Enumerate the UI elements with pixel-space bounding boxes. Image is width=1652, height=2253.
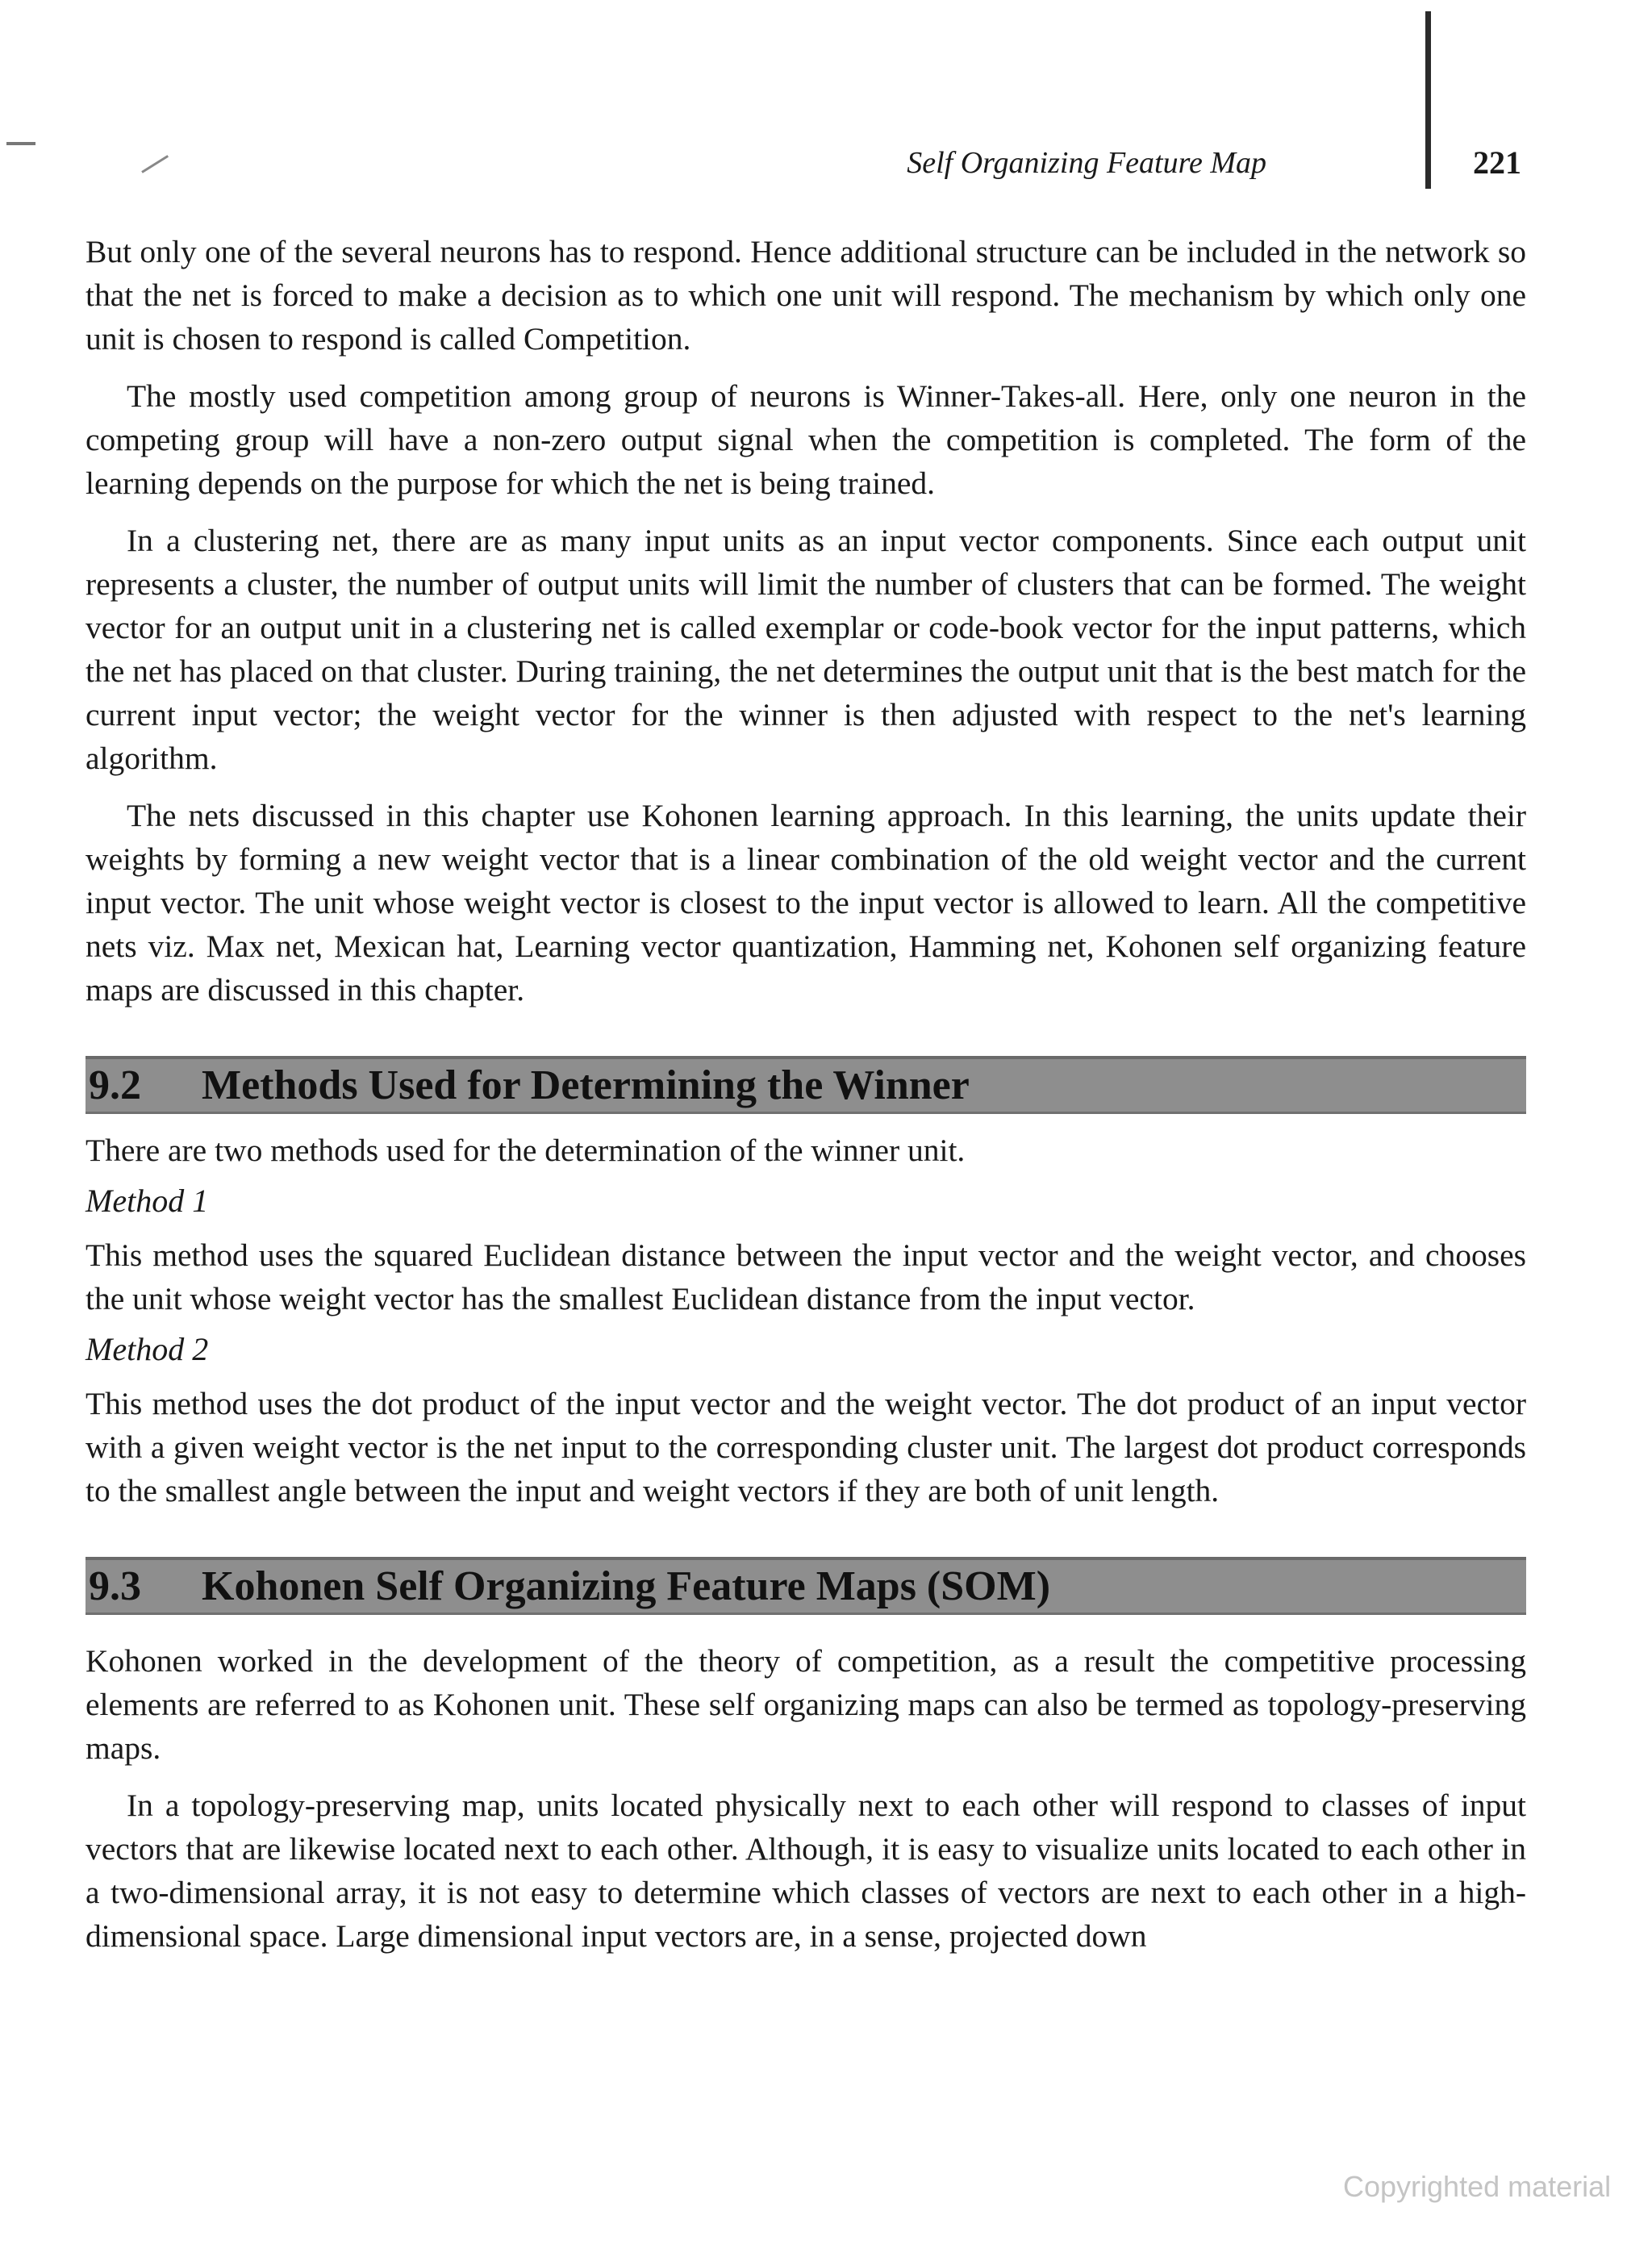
- paragraph: In a clustering net, there are as many input units as an input vector components. Since each output unit represents a cluster, the number of output units will limit the number of clusters that can be formed. The weight vector for an output unit in a clustering net is called exemplar or code-book vector for the input patterns, which the net has placed on that cluster. During training, the net determines the output unit that is the best match for the current input vector; the weight vector for the winner is then adjusted with respect to the net's learning algorithm.: [86, 523, 1526, 776]
- paragraph: There are two methods used for the determination of the winner unit.: [86, 1133, 966, 1168]
- copyright-watermark: Copyrighted material: [1343, 2170, 1612, 2203]
- section-number: 9.2: [89, 1062, 141, 1108]
- paragraph: This method uses the squared Euclidean distance between the input vector and the weight vector, and chooses the unit whose weight vector has the smallest Euclidean distance from the input vector.: [86, 1237, 1526, 1316]
- section-heading-9-3: [86, 1557, 1526, 1615]
- paragraph: The mostly used competition among group of neurons is Winner-Takes-all. Here, only one neuron in the competing group will have a non-zero output signal when the competition is completed. The form of the learning depends on the purpose for which the net is being trained.: [86, 378, 1526, 501]
- scan-artifact: [6, 142, 35, 145]
- method-1-heading: Method 1: [86, 1183, 209, 1219]
- paragraph: But only one of the several neurons has to respond. Hence additional structure can be included in the network so that the net is forced to make a decision as to which one unit will respond. The mechanism by which only one unit is chosen to respond is called Competition.: [86, 234, 1526, 357]
- section-title: Kohonen Self Organizing Feature Maps (SOM): [202, 1562, 1051, 1609]
- running-header: [907, 139, 1533, 187]
- page-body: [86, 230, 1526, 1971]
- scan-artifact: [141, 155, 169, 173]
- page-number: 221: [1473, 144, 1521, 181]
- paragraph: The nets discussed in this chapter use Kohonen learning approach. In this learning, the units update their weights by forming a new weight vector that is a linear combination of the old weight vector and the current input vector. The unit whose weight vector is closest to the input vector is allowed to learn. All the competitive nets viz. Max net, Mexican hat, Learning vector quantization, Hamming net, Kohonen self organizing feature maps are discussed in this chapter.: [86, 798, 1526, 1008]
- section-title: Methods Used for Determining the Winner: [202, 1062, 970, 1108]
- section-number: 9.3: [89, 1562, 141, 1609]
- method-2-heading: Method 2: [86, 1331, 209, 1367]
- paragraph: In a topology-preserving map, units located physically next to each other will respond to classes of input vectors that are likewise located next to each other. Although, it is easy to visualize units located to each other in a two-dimensional array, it is not easy to determine which classes of vectors are next to each other in a high-dimensional space. Large dimensional input vectors are, in a sense, projected down: [86, 1788, 1526, 1954]
- header-rule: [1425, 11, 1431, 189]
- running-title: Self Organizing Feature Map: [907, 146, 1266, 180]
- section-heading-9-2: [86, 1056, 1526, 1114]
- paragraph: This method uses the dot product of the input vector and the weight vector. The dot product of an input vector with a given weight vector is the net input to the corresponding cluster unit. The largest dot product corresponds to the smallest angle between the input and weight vectors if they are both of unit length.: [86, 1386, 1526, 1508]
- paragraph: Kohonen worked in the development of the theory of competition, as a result the competitive processing elements are referred to as Kohonen unit. These self organizing maps can also be termed as topology-preserving maps.: [86, 1643, 1526, 1766]
